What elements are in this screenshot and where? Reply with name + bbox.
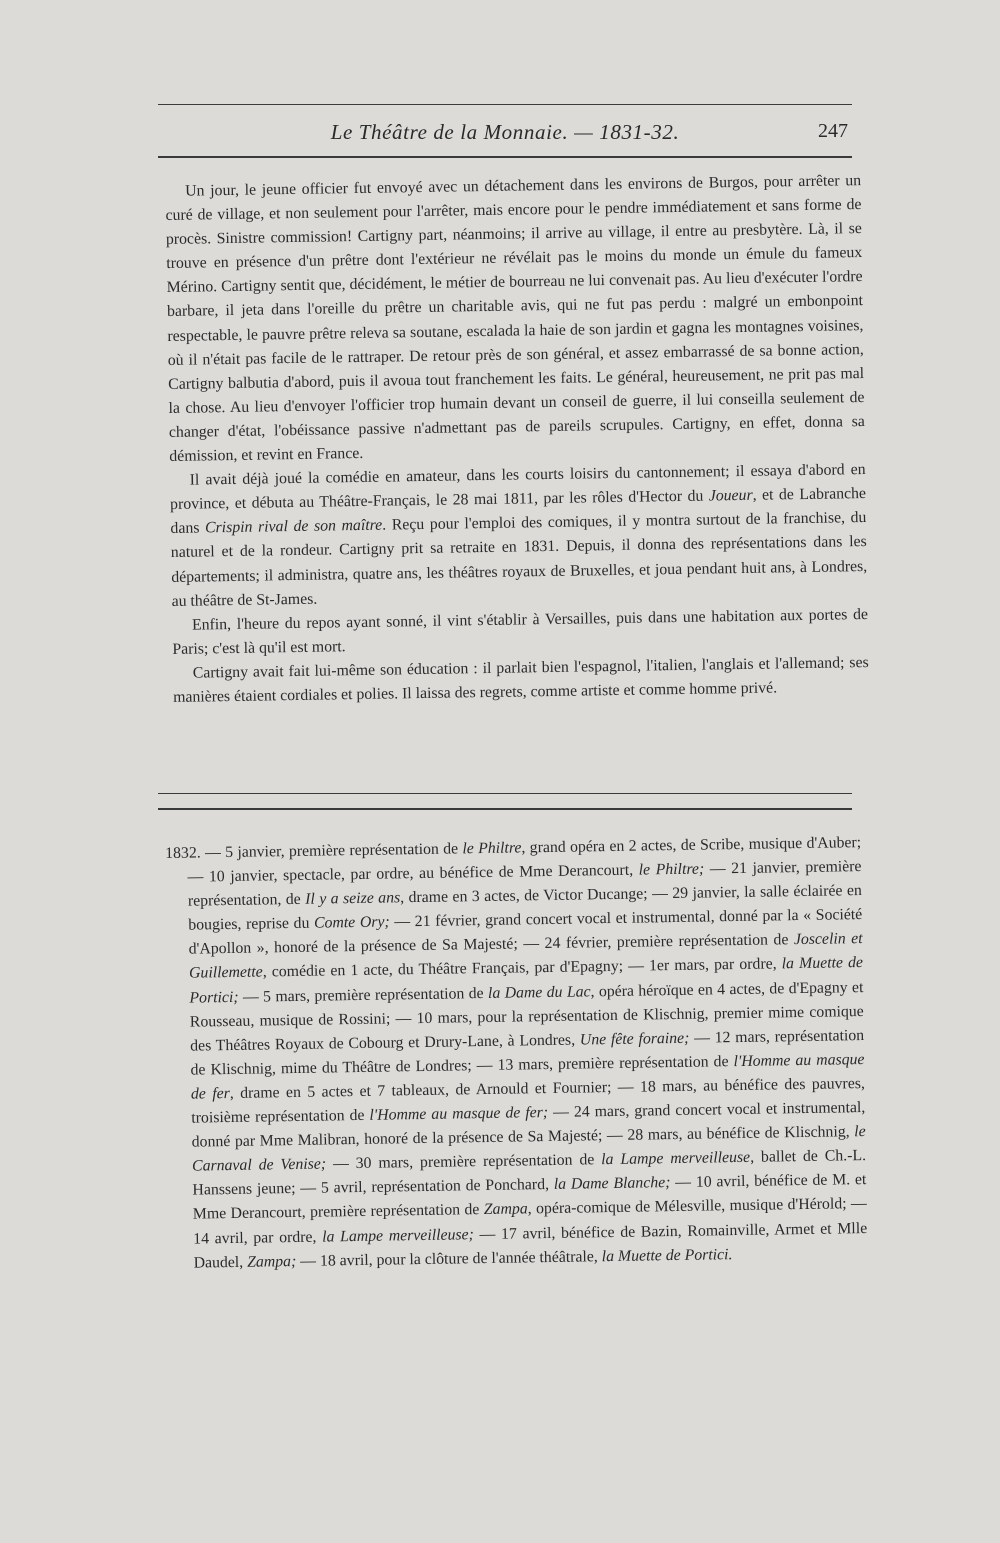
chronicle-text: — 5 mars, première représentation de	[238, 984, 489, 1006]
work-title: la Dame Blanche;	[553, 1174, 671, 1194]
work-title: la Lampe merveilleuse	[601, 1149, 751, 1169]
chronicle-text: — 21 janvier, première représentation, de	[187, 858, 862, 910]
running-title: Le Théâtre de la Monnaie. — 1831-32.	[330, 120, 680, 144]
paragraph-2-text-b: , et de Labranche dans	[170, 485, 867, 538]
work-title: le Philtre	[462, 839, 522, 858]
chronicle-text: , ballet de Ch.-L. Hanssens jeune; — 5 avril, représentation de Ponchard,	[192, 1147, 867, 1199]
paragraph-4: Cartigny avait fait lui-même son éducation : il parlait bien l'espagnol, l'italien, l'anglais et l'allemand; ses manières étaient cordiales et polies. Il laissa des regrets, comme artiste et comme homme privé.	[172, 653, 869, 706]
chronicle-text: , comédie en 1 acte, du Théâtre Français, par d'Epagny; — 1er mars, par ordre,	[262, 955, 782, 981]
chronicle-text: — 21 février, grand concert vocal et instrumental, donné par la « Société d'Apollon », honoré de la présence de Sa Majesté; — 24 février, première représentation de	[188, 906, 863, 959]
work-title: le Carnaval de Venise;	[191, 1123, 866, 1175]
page-number: 247	[818, 120, 848, 142]
work-title: Une fête foraine;	[579, 1029, 690, 1049]
running-header	[158, 112, 852, 152]
chronicle-text: — 17 avril, bénéfice de Bazin, Romainville, Armet et Mlle Daudel,	[193, 1219, 868, 1272]
chronicle-text: — 10 avril, bénéfice de M. et Mme Derancourt, première représentation de	[192, 1171, 867, 1224]
chronicle-text: — 12 mars, représentation de Klischnig, mime du Théâtre de Londres; — 13 mars, première représentation de	[190, 1026, 865, 1079]
chronicle-text: , opéra-comique de Mélesville, musique d'Hérold; — 14 avril, par ordre,	[193, 1195, 867, 1248]
chronicle-1832	[165, 831, 868, 1276]
header-rule-bottom	[158, 156, 852, 158]
chronicle-text: 1832. — 5 janvier, première représentation de	[165, 840, 463, 862]
chronicle-text: — 24 mars, grand concert vocal et instrumental, donné par Mme Malibran, honoré de la présence de Sa Majesté; — 28 mars, au bénéfice de Klischnig,	[191, 1099, 866, 1151]
work-title: la Muette de Portici.	[601, 1245, 733, 1265]
chronicle-text: , drame en 3 actes, de Victor Ducange; — 29 janvier, la salle éclairée en bougies, reprise du	[188, 882, 863, 934]
work-title: l'Homme au masque de fer;	[369, 1104, 549, 1124]
chronicle-text: , drame en 5 actes et 7 tableaux, de Arnould et Fournier; — 18 mars, au bénéfice des pauvres, troisième représentation de	[191, 1074, 865, 1127]
work-title: le Philtre;	[638, 860, 705, 879]
work-title-joueur: Joueur	[708, 487, 753, 505]
section-rule-bottom	[158, 808, 852, 810]
work-title-crispin: Crispin rival de son maître	[204, 516, 383, 537]
work-title: Zampa	[483, 1200, 528, 1219]
work-title: Joscelin et Guillemette	[188, 930, 863, 983]
chronicle-text: — 30 mars, première représentation de	[325, 1151, 602, 1173]
work-title: la Dame du Lac	[487, 982, 591, 1002]
section-rule-top	[158, 793, 852, 794]
chronicle-text: , grand opéra en 2 actes, de Scribe, musique d'Auber; — 10 janvier, spectacle, par ordre, au bénéfice de Mme Derancourt,	[187, 834, 862, 886]
paragraph-2-text-a: Il avait déjà joué la comédie en amateur, dans les courts loisirs du cantonnement; il essaya d'abord en province, et débuta au Théâtre-Français, le 28 mai 1811, par les rôles d'Hector du	[169, 461, 866, 514]
work-title: l'Homme au masque de fer	[190, 1050, 865, 1103]
work-title: Comte Ory;	[313, 913, 390, 932]
paragraph-2-text-c: . Reçu pour l'emploi des comiques, il y montra surtout de la franchise, du naturel et de la rondeur. Cartigny prit sa retraite en 1831. Depuis, il donna des représentations dans les départements; il administra, quatre ans, les théâtres royaux de Bruxelles, et joua pendant huit ans, à Londres, au théâtre de St-James.	[170, 509, 868, 610]
work-title: Zampa;	[246, 1252, 297, 1271]
work-title: Il y a seize ans	[305, 889, 401, 908]
paragraph-2	[170, 458, 868, 613]
chronicle-text: , opéra héroïque en 4 actes, de d'Epagny et Rousseau, musique de Rossini; — 10 mars, pour la représentation de Klischnig, premier mime comique des Théâtres Royaux de Cobourg et Drury-Lane, à Londres,	[189, 978, 864, 1055]
work-title: la Lampe merveilleuse;	[321, 1225, 474, 1246]
chronicle-entry	[165, 831, 868, 1276]
header-rule-top	[158, 104, 852, 105]
chronicle-text: — 18 avril, pour la clôture de l'année théâtrale,	[296, 1247, 602, 1270]
work-title: la Muette de Portici;	[189, 954, 864, 1007]
paragraph-1: Un jour, le jeune officier fut envoyé avec un détachement dans les environs de Burgos, pour arrêter un curé de village, et non seulement pour l'arrêter, mais encore pour le pendre immédiatement et sans forme de procès. Sinistre commission! Cartigny part, néanmoins; il arrive au village, il entre au presbytère. Là, il se trouve en présence d'un prêtre dont l'extérieur ne révélait pas le moins du monde un émule du fameux Mérino. Cartigny sentit que, décidément, le métier de bourreau ne lui convenait pas. Au lieu d'exécuter l'ordre barbare, il jeta dans l'oreille du prêtre un charitable avis, qui ne fut pas perdu : malgré un embonpoint respectable, le pauvre prêtre releva sa soutane, escalada la haie de son jardin et gagna les montagnes voisines, où il n'était pas facile de le rattraper. De retour près de son général, et assez embarrassé de sa bonne action, Cartigny balbutia d'abord, puis il avoua tout franchement les faits. Le général, heureusement, ne prit pas mal la chose. Au lieu d'envoyer l'officier trop humain devant un conseil de guerre, il lui conseilla seulement de changer d'état, l'obéissance passive n'admettant pas de pareils scrupules. Cartigny, en effet, donna sa démission, et revint en France.	[165, 172, 866, 465]
paragraph-3: Enfin, l'heure du repos ayant sonné, il vint s'établir à Versailles, puis dans une habitation aux portes de Paris; c'est là qu'il est mort.	[172, 605, 869, 658]
biography-text	[165, 169, 869, 710]
